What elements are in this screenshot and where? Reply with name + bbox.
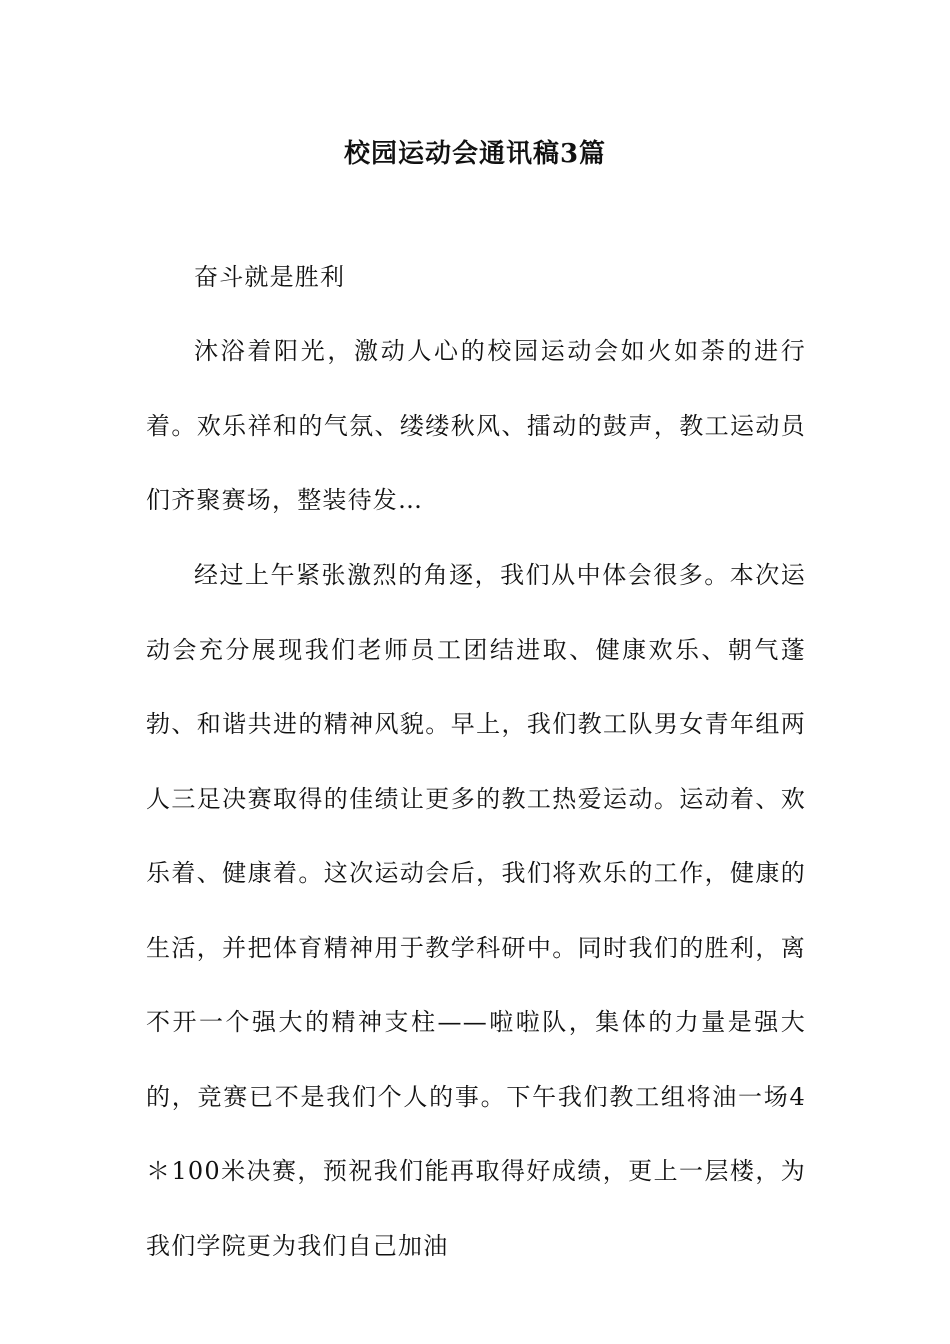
paragraph-1: 沐浴着阳光，激动人心的校园运动会如火如荼的进行着。欢乐祥和的气氛、缕缕秋风、擂动的鼓声，教工运动员们齐聚赛场，整装待发… — [146, 337, 806, 514]
document-title: 校园运动会通讯稿3篇 — [343, 139, 607, 169]
section-subheading: 奋斗就是胜利 — [194, 263, 346, 291]
paragraph-2: 经过上午紧张激烈的角逐，我们从中体会很多。本次运动会充分展现我们老师员工团结进取、健康欢乐、朝气蓬勃、和谐共进的精神风貌。早上，我们教工队男女青年组两人三足决赛取得的佳绩让更多的教工热爱运动。运动着、欢乐着、健康着。这次运动会后，我们将欢乐的工作，健康的生活，并把体育精神用于教学科研中。同时我们的胜利，离不开一个强大的精神支柱——啦啦队，集体的力量是强大的，竞赛已不是我们个人的事。下午我们教工组将油一场4＊100米决赛，预祝我们能再取得好成绩，更上一层楼，为我们学院更为我们自己加油 — [146, 561, 806, 1260]
